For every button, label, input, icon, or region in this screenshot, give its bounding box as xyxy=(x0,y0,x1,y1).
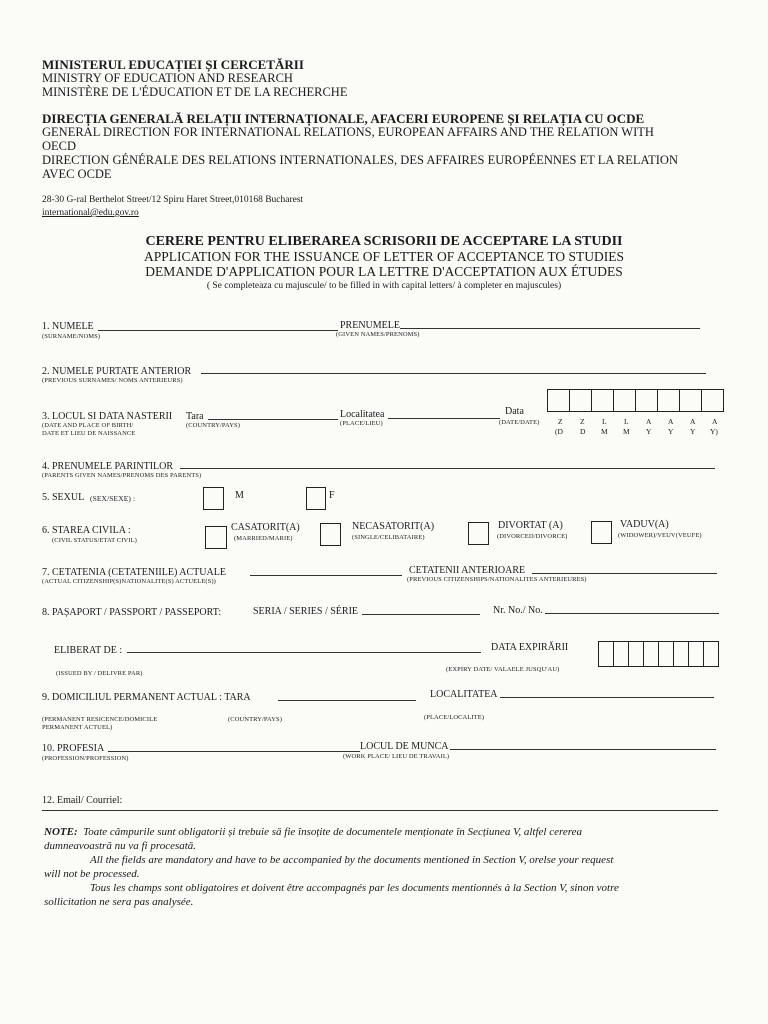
single-label: NECASATORIT(A) xyxy=(352,521,435,532)
citizenship-label: 7. CETATENIA (CETATENIILE) ACTUALE xyxy=(42,567,226,578)
previous-citizenship-field[interactable] xyxy=(532,573,717,574)
date-letter: L xyxy=(602,417,607,426)
email-field[interactable] xyxy=(42,810,718,811)
parents-field[interactable] xyxy=(180,468,715,469)
residence-label: 9. DOMICILIUL PERMANENT ACTUAL : TARA xyxy=(42,692,251,703)
passport-series-label: SERIA / SERIES / SÉRIE xyxy=(253,606,359,617)
date-cell[interactable] xyxy=(569,389,592,412)
date-letter: A xyxy=(690,417,696,426)
issued-by-label: ELIBERAT DE : xyxy=(54,645,123,656)
given-names-field[interactable] xyxy=(400,328,700,329)
date-letter: A xyxy=(646,417,652,426)
profession-field[interactable] xyxy=(108,751,360,752)
note-ro-1: Toate câmpurile sunt obligatorii și trebuie să fie însoțite de documentele menționate în Secțiunea V, altfel cererea xyxy=(83,826,582,838)
birth-sublabel-1: (DATE AND PLACE OF BIRTH/ xyxy=(42,422,134,429)
date-cell[interactable] xyxy=(635,389,658,412)
issued-by-sublabel: (ISSUED BY / DELIVRE PAR) xyxy=(56,670,143,677)
date-letter: (D xyxy=(555,427,563,436)
email-link[interactable]: international@edu.gov.ro xyxy=(42,208,139,218)
direction-en-2: OECD xyxy=(42,139,77,153)
birth-place-label: Localitatea xyxy=(340,409,385,420)
given-names-sublabel: (GIVEN NAMES/PRENOMS) xyxy=(336,331,420,338)
date-cell[interactable] xyxy=(547,389,570,412)
birth-sublabel-2: DATE ET LIEU DE NAISSANCE xyxy=(42,430,136,437)
residence-country-field[interactable] xyxy=(278,700,416,701)
parents-sublabel: (PARENTS GIVEN NAMES/PRENOMS DES PARENTS) xyxy=(42,472,202,479)
note-fr-1: Tous les champs sont obligatoires et doivent être accompagnés par les documents mentionnés à la Section V, sinon votre xyxy=(90,882,619,894)
date-letter: M xyxy=(623,427,630,436)
date-cell[interactable] xyxy=(657,389,680,412)
passport-number-field[interactable] xyxy=(545,613,719,614)
birth-place-field[interactable] xyxy=(388,418,500,419)
divorced-sublabel: (DIVORCED/DIVORCE) xyxy=(497,533,568,540)
title-fr: DEMANDE D'APPLICATION POUR LA LETTRE D'ACCEPTATION AUX ÉTUDES xyxy=(145,264,623,279)
expiry-date-sublabel: (EXPIRY DATE/ VALAELE JUSQU'AU) xyxy=(446,666,560,673)
birth-label: 3. LOCUL SI DATA NASTERII xyxy=(42,411,173,422)
parents-label: 4. PRENUMELE PARINTILOR xyxy=(42,461,174,472)
direction-fr-2: AVEC OCDE xyxy=(42,167,112,181)
date-cell[interactable] xyxy=(658,641,674,667)
surname-label: 1. NUMELE xyxy=(42,321,94,332)
sex-label: 5. SEXUL xyxy=(42,492,85,503)
direction-en-1: GENERAL DIRECTION FOR INTERNATIONAL RELATIONS, EUROPEAN AFFAIRS AND THE RELATION WITH xyxy=(42,125,654,139)
date-letter: Z xyxy=(580,417,585,426)
date-cell[interactable] xyxy=(679,389,702,412)
residence-country-sublabel: (COUNTRY/PAYS) xyxy=(228,716,283,723)
ministry-en: MINISTRY OF EDUCATION AND RESEARCH xyxy=(42,71,293,85)
note-en-1: All the fields are mandatory and have to be accompanied by the documents mentioned in Section V, orelse your request xyxy=(90,854,614,866)
ministry-ro: MINISTERUL EDUCAȚIEI ȘI CERCETĂRII xyxy=(42,57,304,72)
previous-surnames-field[interactable] xyxy=(201,373,706,374)
passport-series-field[interactable] xyxy=(362,614,480,615)
birth-country-field[interactable] xyxy=(208,419,338,420)
widowed-sublabel: (WIDOWER)/VEUV(VEUFE) xyxy=(618,532,702,539)
date-cell[interactable] xyxy=(643,641,659,667)
date-letter: A xyxy=(668,417,674,426)
single-checkbox[interactable] xyxy=(320,523,341,546)
widowed-label: VADUV(A) xyxy=(620,519,669,530)
date-letter: Y xyxy=(690,427,696,436)
citizenship-field[interactable] xyxy=(250,575,402,576)
issued-by-field[interactable] xyxy=(127,652,481,653)
divorced-label: DIVORTAT (A) xyxy=(498,520,563,531)
date-letter: Y xyxy=(646,427,652,436)
married-checkbox[interactable] xyxy=(205,526,227,549)
passport-label: 8. PAȘAPORT / PASSPORT / PASSEPORT: xyxy=(42,607,222,618)
birth-country-sublabel: (COUNTRY/PAYS) xyxy=(186,422,241,429)
date-cell[interactable] xyxy=(613,641,629,667)
note-fr-2: sollicitation ne sera pas analysée. xyxy=(44,896,194,908)
ministry-fr: MINISTÈRE DE L'ÉDUCATION ET DE LA RECHERCHE xyxy=(42,85,348,99)
date-letter: A xyxy=(712,417,718,426)
note-ro-2: dumneavoastră nu va fi procesată. xyxy=(44,840,197,852)
note-label: NOTE: xyxy=(44,826,78,838)
date-letter: Z xyxy=(558,417,563,426)
birth-date-label: Data xyxy=(505,406,524,417)
passport-number-label: Nr. No./ No. xyxy=(493,605,543,616)
note-en-2: will not be processed. xyxy=(44,868,140,880)
previous-citizenship-label: CETATENII ANTERIOARE xyxy=(409,565,526,576)
workplace-label: LOCUL DE MUNCA xyxy=(360,741,449,752)
previous-citizenship-sublabel: (PREVIOUS CITIZENSHIPS/NATIONALITES ANTERIEURES) xyxy=(407,576,587,583)
email-label: 12. Email/ Courriel: xyxy=(42,795,123,806)
sex-f-label: F xyxy=(329,490,335,501)
widowed-checkbox[interactable] xyxy=(591,521,612,544)
date-letter: L xyxy=(624,417,629,426)
residence-sublabel-1: (PERMANENT RESICENCE/DOMICILE xyxy=(42,716,158,723)
given-names-label: PRENUMELE xyxy=(340,320,400,331)
birth-date-sublabel: (DATE/DATE) xyxy=(499,419,540,426)
date-letter: M xyxy=(601,427,608,436)
previous-surnames-sublabel: (PREVIOUS SURNAMES/ NOMS ANTERIEURS) xyxy=(42,377,183,384)
profession-label: 10. PROFESIA xyxy=(42,743,105,754)
title-instructions: ( Se completeaza cu majuscule/ to be filled in with capital letters/ à completer en majuscules) xyxy=(206,281,562,291)
civil-status-label: 6. STAREA CIVILA : xyxy=(42,525,131,536)
sex-sublabel: (SEX/SEXE) : xyxy=(90,494,136,503)
title-en: APPLICATION FOR THE ISSUANCE OF LETTER OF ACCEPTANCE TO STUDIES xyxy=(143,249,625,264)
title-ro: CERERE PENTRU ELIBERAREA SCRISORII DE ACCEPTARE LA STUDII xyxy=(145,234,623,249)
single-sublabel: (SINGLE/CELIBATAIRE) xyxy=(352,534,425,541)
residence-place-sublabel: (PLACE/LOCALITE) xyxy=(424,714,485,721)
sex-m-label: M xyxy=(235,490,244,501)
date-cell[interactable] xyxy=(628,641,644,667)
residence-sublabel-2: PERMANENT ACTUEL) xyxy=(42,724,113,731)
date-cell[interactable] xyxy=(591,389,614,412)
sex-f-checkbox[interactable] xyxy=(306,487,326,510)
date-cell[interactable] xyxy=(613,389,636,412)
direction-ro: DIRECȚIA GENERALĂ RELAȚII INTERNAȚIONALE, AFACERI EUROPENE ȘI RELAȚIA CU OCDE xyxy=(42,111,645,126)
profession-sublabel: (PROFESSION/PROFESSION) xyxy=(42,755,129,762)
sex-m-checkbox[interactable] xyxy=(203,487,224,510)
date-letter: Y xyxy=(668,427,674,436)
workplace-field[interactable] xyxy=(450,749,716,750)
expiry-date-boxes[interactable] xyxy=(598,641,718,667)
date-cell[interactable] xyxy=(703,641,719,667)
expiry-date-label: DATA EXPIRĂRII xyxy=(491,642,569,653)
address: 28-30 G-ral Berthelot Street/12 Spiru Haret Street,010168 Bucharest xyxy=(42,195,304,205)
surname-field[interactable] xyxy=(98,330,338,331)
date-cell[interactable] xyxy=(598,641,614,667)
residence-place-label: LOCALITATEA xyxy=(430,689,498,700)
surname-sublabel: (SURNAME/NOMS) xyxy=(42,333,101,340)
date-cell[interactable] xyxy=(688,641,704,667)
birth-date-boxes[interactable] xyxy=(547,389,723,412)
married-sublabel: (MARRIED/MARIE) xyxy=(234,535,293,542)
birth-place-sublabel: (PLACE/LIEU) xyxy=(340,420,383,427)
citizenship-sublabel: (ACTUAL CITIZENSHIP(S)NATIONALITE(S) ACTUELE(S)) xyxy=(42,578,216,585)
workplace-sublabel: (WORK PLACE/ LIEU DE TRAVAIL) xyxy=(343,753,450,760)
previous-surnames-label: 2. NUMELE PURTATE ANTERIOR xyxy=(42,366,192,377)
direction-fr-1: DIRECTION GÉNÉRALE DES RELATIONS INTERNATIONALES, DES AFFAIRES EUROPÉENNES ET LA RELATION xyxy=(42,153,678,167)
residence-place-field[interactable] xyxy=(500,697,714,698)
date-cell[interactable] xyxy=(701,389,724,412)
date-cell[interactable] xyxy=(673,641,689,667)
date-letter: Y) xyxy=(710,427,718,436)
birth-country-label: Tara xyxy=(186,411,204,422)
civil-status-sublabel: (CIVIL STATUS/ETAT CIVIL) xyxy=(52,537,137,544)
married-label: CASATORIT(A) xyxy=(231,522,300,533)
date-letter: D xyxy=(580,427,586,436)
divorced-checkbox[interactable] xyxy=(468,522,489,545)
